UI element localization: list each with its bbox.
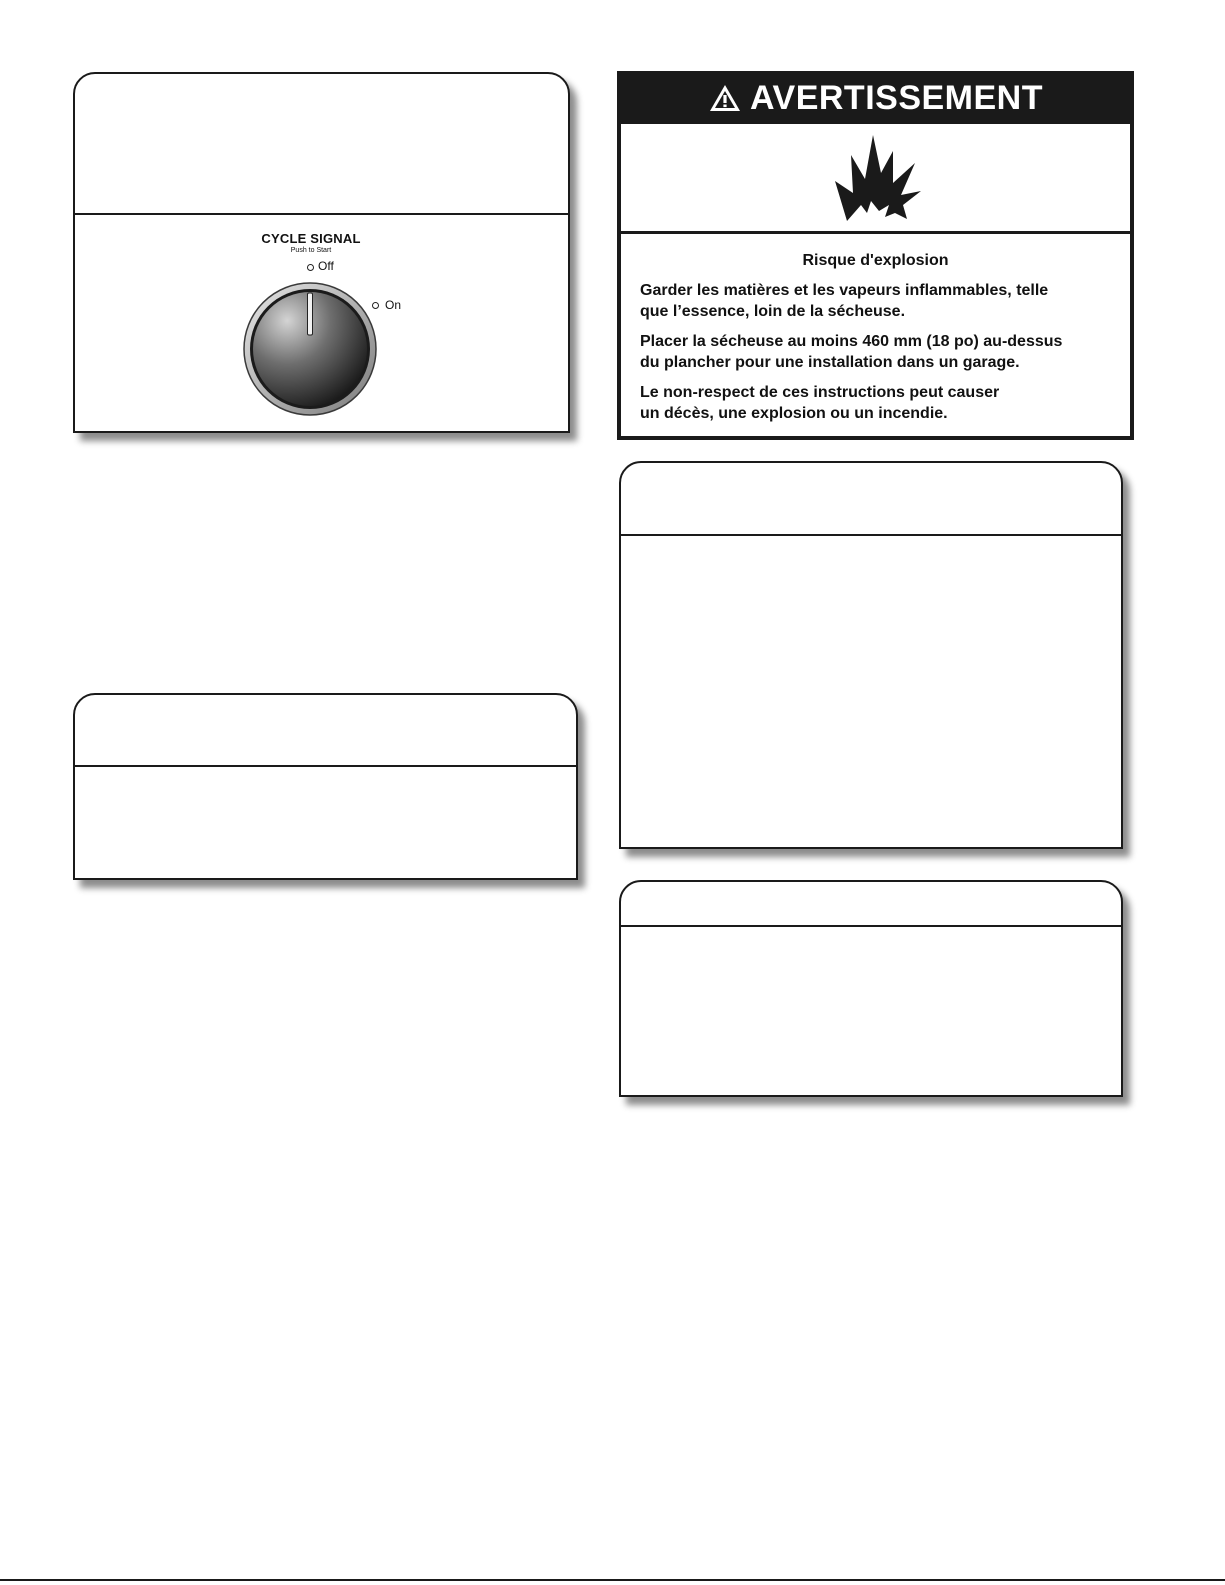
hazard-title: Risque d'explosion (802, 252, 949, 269)
panel-divider (75, 213, 568, 215)
paragraph-line: Placer la sécheuse au moins 460 mm (18 po) au-dessus (640, 333, 1063, 350)
warning-box (617, 71, 1134, 440)
warning-title: AVERTISSEMENT (749, 78, 1043, 117)
paragraph-line: du plancher pour une installation dans un garage. (640, 353, 1020, 371)
paragraph-line: que l’essence, loin de la sécheuse. (640, 302, 906, 320)
cycle-signal-subtitle: Push to Start (290, 247, 332, 254)
cycle-signal-knob[interactable] (242, 281, 378, 417)
panel-divider (75, 765, 576, 767)
warning-paragraph (640, 383, 1120, 424)
cycle-signal-panel (73, 72, 570, 433)
warning-header (621, 75, 1130, 121)
paragraph-line: Garder les matières et les vapeurs inflammables, telle (640, 282, 1049, 299)
off-indicator-icon (307, 264, 314, 271)
paragraph-line: Le non-respect de ces instructions peut causer (640, 384, 1000, 401)
empty-panel-right-top (619, 461, 1123, 849)
on-label: On (385, 298, 402, 312)
warning-paragraph (640, 281, 1120, 322)
warning-paragraph (640, 332, 1120, 373)
warning-triangle-icon (708, 83, 742, 113)
panel-divider (621, 534, 1121, 536)
page-bottom-rule (0, 1579, 1225, 1581)
off-label: Off (318, 259, 334, 273)
cycle-signal-title: CYCLE SIGNAL (261, 231, 361, 246)
empty-panel-left (73, 693, 578, 880)
paragraph-line: un décès, une explosion ou un incendie. (640, 404, 948, 422)
image-rule (621, 231, 1130, 234)
explosion-icon (833, 133, 923, 225)
panel-divider (621, 925, 1121, 927)
hazard-image (621, 121, 1130, 233)
empty-panel-right-bottom (619, 880, 1123, 1097)
